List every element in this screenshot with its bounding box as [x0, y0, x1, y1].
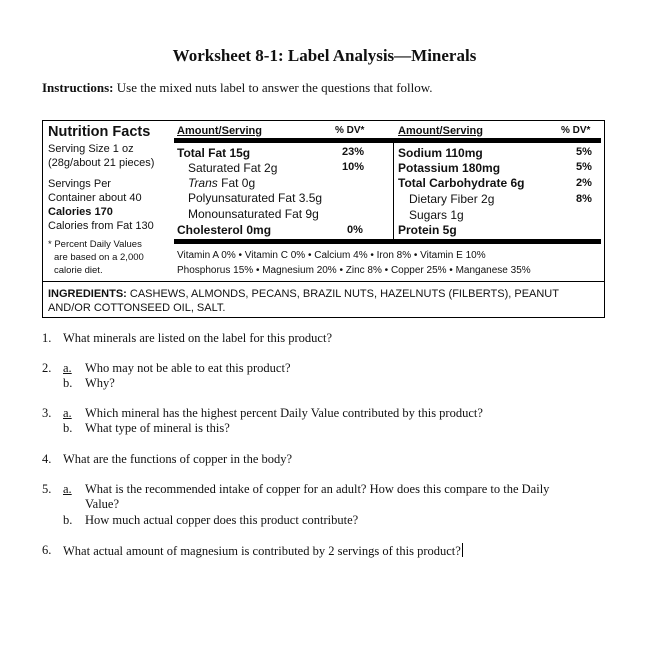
total-fat-dv: 23% [342, 146, 365, 158]
question-3a [42, 406, 483, 421]
question-text: What is the recommended intake of copper for an adult? How does this compare to the Daily [85, 482, 550, 496]
calories: Calories 170 [48, 206, 113, 218]
potassium: Potassium 180mg [398, 161, 501, 175]
ingredients-rule [43, 281, 604, 282]
text-cursor [462, 543, 463, 557]
question-5a [42, 482, 550, 497]
question-number: 1. [42, 331, 52, 345]
ingredients-line-1 [48, 288, 559, 300]
serving-size-detail: (28g/about 21 pieces) [48, 157, 155, 169]
question-text: What actual amount of magnesium is contributed by 2 servings of this product? [63, 544, 461, 558]
ingredients-text-1: CASHEWS, ALMONDS, PECANS, BRAZIL NUTS, HAZELNUTS (FILBERTS), PEANUT [126, 288, 559, 300]
monounsaturated-fat: Monounsaturated Fat 9g [188, 207, 319, 221]
ingredients-line-2: AND/OR COTTONSEED OIL, SALT. [48, 302, 226, 314]
question-number: 6. [42, 543, 52, 557]
ingredients-prefix: INGREDIENTS: [48, 288, 127, 300]
trans-fat [188, 176, 255, 190]
cholesterol: Cholesterol 0mg [177, 223, 272, 237]
saturated-fat-dv: 10% [342, 161, 365, 173]
question-6 [42, 543, 461, 558]
instructions [42, 80, 433, 96]
polyunsaturated-fat: Polyunsaturated Fat 3.5g [188, 191, 323, 205]
sub-label: b. [63, 513, 73, 527]
footnote-line-2: are based on a 2,000 [54, 252, 144, 263]
protein: Protein 5g [398, 223, 457, 237]
question-text: What are the functions of copper in the body? [63, 452, 293, 466]
question-number: 4. [42, 452, 52, 466]
amount-header-left: Amount/Serving [177, 125, 262, 137]
question-text: What minerals are listed on the label for this product? [63, 331, 333, 345]
sodium-dv: 5% [576, 146, 592, 158]
trans-fat-rest: Fat 0g [217, 176, 256, 190]
footnote-line-1: * Percent Daily Values [48, 239, 142, 250]
sub-label: b. [63, 376, 73, 390]
question-6-line [63, 543, 463, 559]
question-number: 2. [42, 361, 52, 375]
question-4 [42, 452, 293, 467]
question-text: How much actual copper does this product contribute? [85, 513, 359, 527]
sub-label: b. [63, 421, 73, 435]
column-divider [393, 143, 394, 239]
question-text: Which mineral has the highest percent Daily Value contributed by this product? [85, 406, 483, 420]
total-carbohydrate: Total Carbohydrate 6g [398, 176, 525, 190]
vitamins-line-2: Phosphorus 15% • Magnesium 20% • Zinc 8% • Copper 25% • Manganese 35% [177, 265, 531, 276]
dietary-fiber-dv: 8% [576, 193, 592, 205]
saturated-fat: Saturated Fat 2g [188, 161, 278, 175]
footnote-line-3: calorie diet. [54, 265, 103, 276]
question-text: Why? [85, 376, 115, 390]
question-1 [42, 331, 333, 346]
potassium-dv: 5% [576, 161, 592, 173]
question-number: 5. [42, 482, 52, 496]
question-text: Who may not be able to eat this product? [85, 361, 291, 375]
amount-header-right: Amount/Serving [398, 125, 483, 137]
sub-label: a. [63, 406, 72, 420]
dv-header-right: % DV* [561, 125, 591, 136]
total-fat: Total Fat 15g [177, 146, 251, 160]
total-carbohydrate-dv: 2% [576, 177, 592, 189]
nutrition-label [42, 120, 605, 318]
vitamin-rule [174, 239, 601, 244]
question-number: 3. [42, 406, 52, 420]
question-text: Value? [85, 497, 120, 511]
header-rule [174, 138, 601, 143]
question-text: What type of mineral is this? [85, 421, 230, 435]
dietary-fiber: Dietary Fiber 2g [409, 192, 495, 206]
cholesterol-dv: 0% [347, 224, 363, 236]
nutrition-facts-heading: Nutrition Facts [48, 124, 151, 140]
calories-from-fat: Calories from Fat 130 [48, 220, 154, 232]
question-2a [42, 361, 291, 376]
sugars: Sugars 1g [409, 208, 464, 222]
trans-fat-italic: Trans [188, 176, 218, 190]
serving-size: Serving Size 1 oz [48, 143, 134, 155]
servings-container: Container about 40 [48, 192, 142, 204]
instructions-text: Use the mixed nuts label to answer the questions that follow. [113, 80, 433, 95]
vitamins-line-1: Vitamin A 0% • Vitamin C 0% • Calcium 4% • Iron 8% • Vitamin E 10% [177, 250, 486, 261]
sub-label: a. [63, 361, 72, 375]
servings-per: Servings Per [48, 178, 111, 190]
instructions-prefix: Instructions: [42, 80, 114, 95]
sodium: Sodium 110mg [398, 146, 483, 160]
sub-label: a. [63, 482, 72, 496]
worksheet-title: Worksheet 8-1: Label Analysis—Minerals [172, 46, 477, 65]
dv-header-left: % DV* [335, 125, 365, 136]
